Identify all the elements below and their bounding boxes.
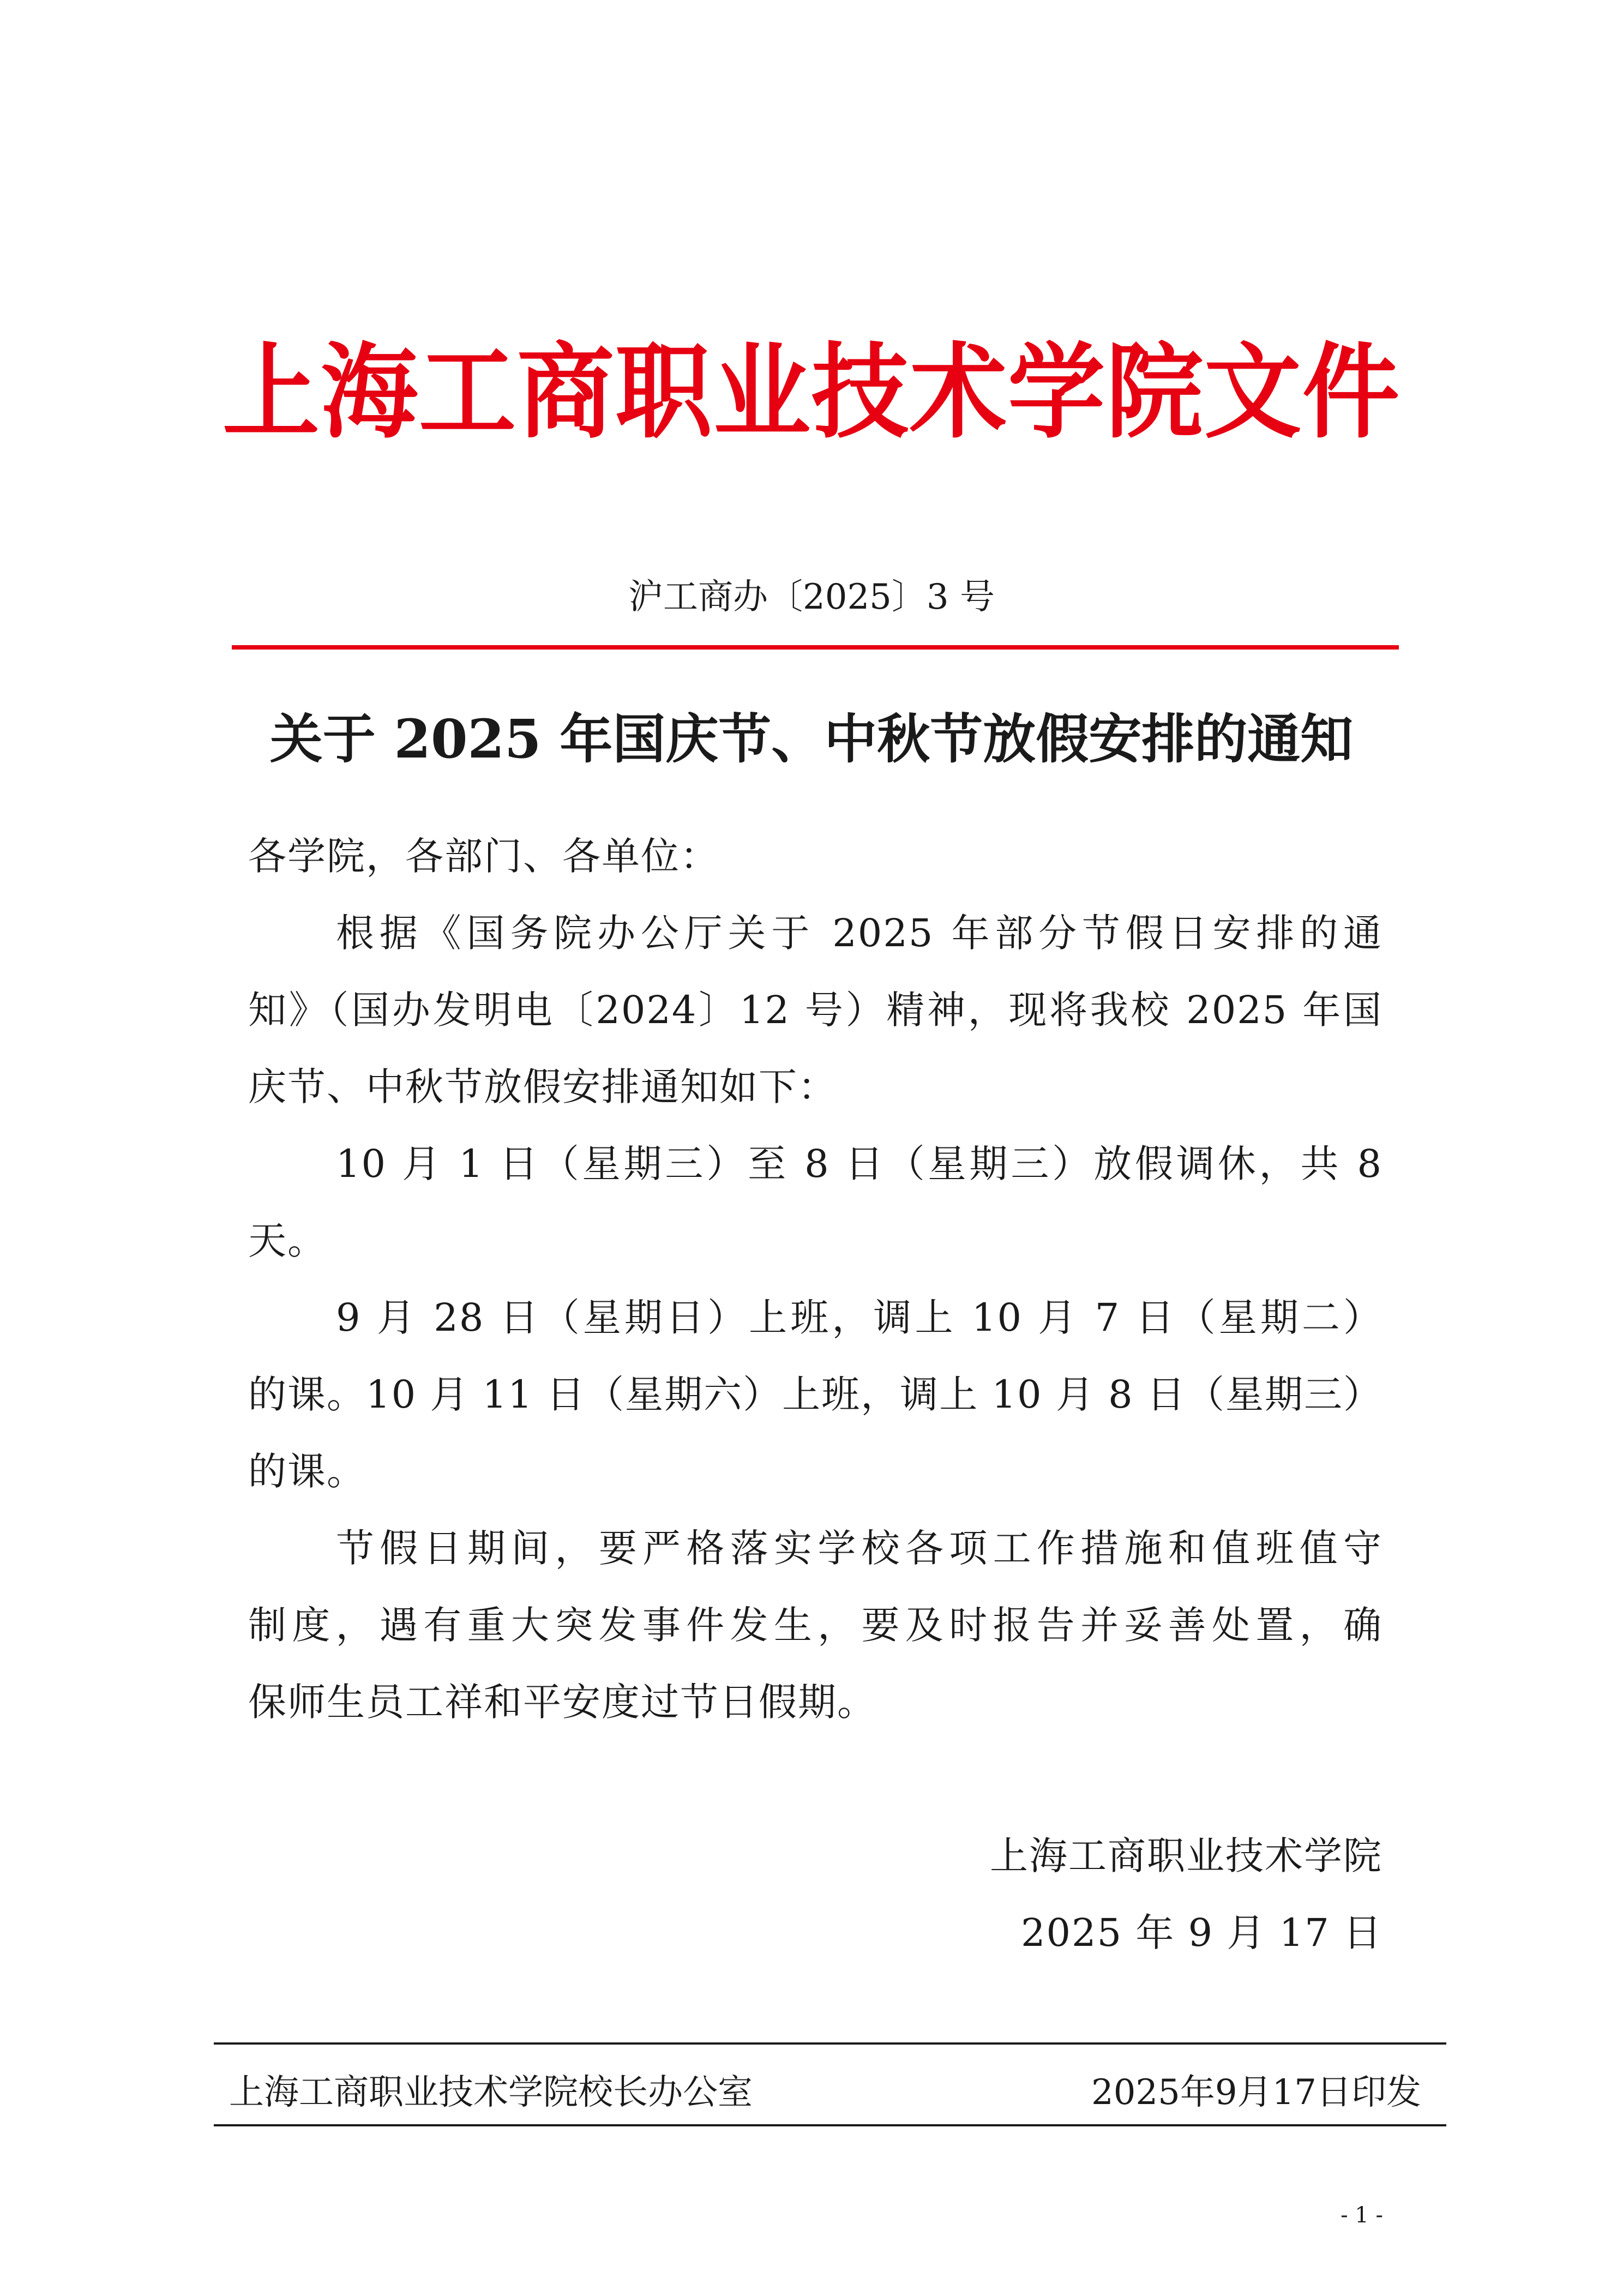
body-line: 天。 xyxy=(248,1218,327,1263)
masthead-title: 上海工商职业技术学院文件 xyxy=(223,332,1400,453)
footer-print-date: 2025年9月17日印发 xyxy=(1091,2072,1421,2113)
body-line: 节假日期间，要严格落实学校各项工作措施和值班值守 xyxy=(336,1526,1382,1571)
body-line: 的课。10 月 11 日（星期六）上班，调上 10 月 8 日（星期三） xyxy=(248,1372,1382,1417)
page-number: - 1 - xyxy=(1341,2203,1383,2228)
body-line: 10 月 1 日（星期三）至 8 日（星期三）放假调休，共 8 xyxy=(336,1141,1382,1186)
notice-title: 关于 2025 年国庆节、中秋节放假安排的通知 xyxy=(269,708,1354,770)
body-line: 保师生员工祥和平安度过节日假期。 xyxy=(248,1680,876,1724)
body-line: 庆节、中秋节放假安排通知如下： xyxy=(248,1065,837,1109)
footer-bottom-rule xyxy=(214,2124,1446,2126)
body-line: 知》（国办发明电〔2024〕12 号）精神，现将我校 2025 年国 xyxy=(248,988,1382,1032)
body-line: 根据《国务院办公厅关于 2025 年部分节假日安排的通 xyxy=(336,911,1382,955)
body-line: 9 月 28 日（星期日）上班，调上 10 月 7 日（星期二） xyxy=(336,1295,1382,1340)
body-line: 的课。 xyxy=(248,1449,366,1494)
footer-issuing-office: 上海工商职业技术学院校长办公室 xyxy=(229,2072,753,2113)
signature-issuer: 上海工商职业技术学院 xyxy=(990,1834,1382,1878)
footer-top-rule xyxy=(214,2042,1446,2045)
document-number: 沪工商办〔2025〕3 号 xyxy=(628,577,995,617)
body-line: 制度，遇有重大突发事件发生，要及时报告并妥善处置，确 xyxy=(248,1603,1382,1648)
salutation: 各学院，各部门、各单位： xyxy=(248,834,719,879)
red-divider-line xyxy=(232,645,1399,650)
signature-date: 2025 年 9 月 17 日 xyxy=(1020,1910,1382,1955)
